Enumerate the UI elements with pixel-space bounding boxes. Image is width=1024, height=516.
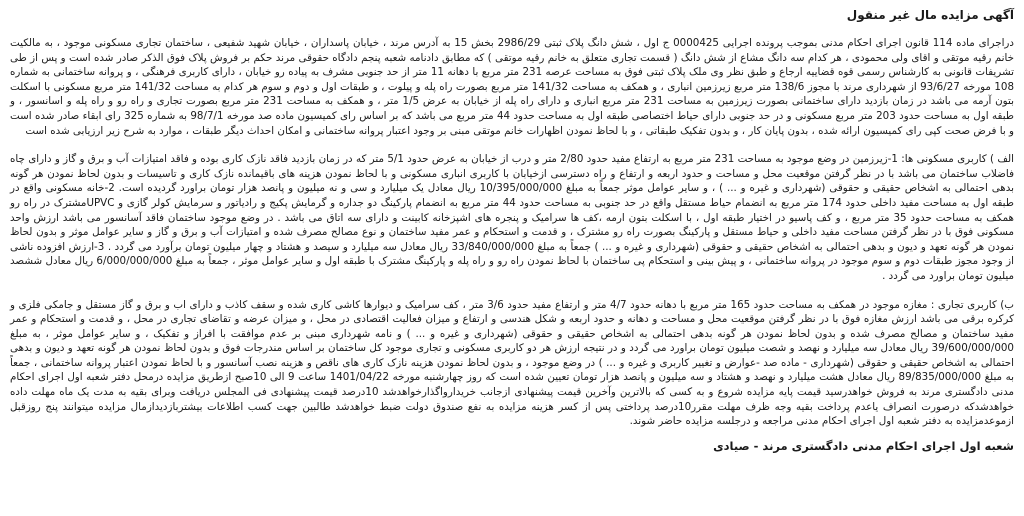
intro-paragraph: دراجرای ماده 114 قانون اجرای احکام مدنی بموجب پرونده اجرایی 0000425 ج اول ، شش دانگ پلاک ثبتی 2986/29 بخش 15 به آدرس مرند ، خیابان پاسداران ، خیابان شهید شفیعی ، ساختمان تجاری مسکونی موجود ، به مالکیت خانم رقیه موتقی و اقای ولی محمودی ، هر کدام سه دانگ مشاع از شش دانگ ( قسمت تجاری متعلق به خانم رقیه موتقی ) که مطابق دادنامه شعبه پنجم دادگاه حقوقی مرند حکم بر فروش پلاک فوق الذکر صادر شده است و پس از طی تشریفات قانونی به کارشناس رسمی قوه قضاییه ارجاع و طبق نظر وی ملک پلاک ثبتی فوق به مساحت عرصه 231 متر مربع با دهانه 11 متر از حد جنوبی مشرف به پیاده رو خیابان ، دارای کاربری فرهنگی ، و پروانه ساختمانی به شماره 108 مورخه 93/6/27 از شهرداری مرند با مجوز 138/6 متر مربع زیرزمین انباری ، و همکف به مساحت 141/32 متر مربع بصورت راه پله و پیلوت ، و طبقات اول و دوم و سوم هر کدام به مساحت 141/32 متر مربع مسکونی با اسکلت بتون آرمه می باشد در زمان بازدید دارای ساختمانی بصورت زیرزمین به مساحت 231 متر مربع انباری و دارای راه پله از خیابان به عرض 1/5 متر ، و همکف به مساحت 231 متر مربع بصورت تجاری و راه رو و راه پله و اسانسور ، و طبقه اول به مساحت حدود 203 متر مربع مسکونی و در حد جنوبی دارای حیاط اختصاصی طبقه اول به مساحت حدود 44 متر مربع می باشد که بر اساس رای کمیسیون ماده صد مورخه 98/7/1 به شماره 325 رای ابقاء صادر شده است و با فرض صحت کپی رای کمیسیون ارائه شده ، بدون پایان کار ، و بدون تفکیک طبقاتی ، و با لحاظ نمودن اظهارات خانم موتقی مبنی بر وجود اعتبار پروانه ساختمانی و امکان احداث دیگر طبقات ، موارد به شرح زیر ارزیابی شده است [10,37,1015,137]
signature: شعبه اول اجرای احکام مدنی دادگستری مرند - صیادی [713,438,1014,453]
commercial-use-paragraph: ب) کاربری تجاری : مغازه موجود در همکف به مساحت حدود 165 متر مربع با دهانه حدود 4/7 متر و ارتفاع مفید حدود 3/6 متر ، کف سرامیک و دیوارها کاشی کاری شده و سقف کاذب و دارای اب و برق و گاز مستقل و جامکی فلزی و کرکره برقی می باشد ارزش مغازه فوق با در نظر گرفتن موقعیت محل و مساحت و دهانه و حدود اربعه و شکل هندسی و ارتفاع و میزان فعالیت اقتصادی در محل ، و میزان عرضه و تقاضای تجاری در محل ، و قدمت و استحکام و عمر مفید ساختمان و مصالح مصرف شده و بدون لحاظ نمودن هر گونه بدهی احتمالی به اشخاص حقیقی و حقوقی (شهرداری و غیره و ... ) و نامه شهرداری مبنی بر عدم موافقت با افراز و تفکیک ، و سایر عوامل موثر ، به مبلغ 39/600/000/000 ریال معادل سه میلیارد و نهصد و شصت میلیون تومان براورد می گردد و در نتیجه ارزش هر دو کاربری مسکونی و تجاری موجود کل ساختمان بر اساس مندرجات فوق و بدون لحاظ نمودن هر گونه تعهد و دیون و بدهی احتمالی به اشخاص حقیقی و حقوقی (شهرداری - ماده صد -عوارض و تغییر کاربری و غیره و ... ) در وضع موجود ، و بدون لحاظ نمودن هزینه نازک کاری های ناقص و هزینه نصب آسانسور و با لحاظ نمودن اعتبار پروانه ساختمانی ، جمعاً به مبلغ 89/835/000/000 ریال معادل هشت میلیارد و نهصد و هشتاد و سه میلیون و پانصد هزار تومان تعیین شده است که روز چهارشنبه مورخه 1401/04/22 ساعت 9 الی 10صبح ازطریق مزایده درمحل دفتر شعبه اول اجرای احکام مدنی دادگستری مرند به فروش خواهدرسید قیمت پایه مزایده شروع و به کسی که بالاترین وآخرین قیمت پیشنهادی ازجانب خریدارواگذارخواهدشد 10درصد قیمت پیشنهادی فی المجلس دریافت وبرای بقیه به مدت یک ماه مهلت داده خواهدشدکه درصورت انصراف یاعدم پرداخت بقیه وجه ظرف مهلت مقرر10درصد پرداختی پس از کسر هزینه مزایده به نفع صندوق دولت ضبط خواهدشد طالبین جهت کسب اطلاعات بیشتربازدیدازمال مزایده میتوانند پنج روزقبل ازموعدمزایده به دفتر شعبه اول اجرای احکام مدنی مراجعه و درجلسه مزایده حاضر شوند. [10,298,1014,428]
notice-title: آگهی مزایده مال غیر منقول [846,8,1014,22]
residential-use-paragraph: الف ) کاربری مسکونی ها: 1-زیرزمین در وضع موجود به مساحت 231 متر مربع به ارتفاع مفید حدود 2/80 متر و درب از خیابان به عرض حدود 5/1 متر که در زمان بازدید فاقد نازک کاری بوده و فاقد امتیازات آب و برق و گاز و دارای چاه فاضلاب ساختمان می باشد با در نظر گرفتن موقعیت محل و مساحت و حدود اربعه و ارتفاع و راه دسترسی ازخیابان با کاربری انباری مسکونی و با لحاظ نمودن هزینه های باقیمانده نازک کاری و تاسیسات و بدون لحاظ نمودن هر گونه بدهی احتمالی به اشخاص حقیقی و حقوقی (شهرداری و غیره و ... ) ، و سایر عوامل موثر جمعاً به مبلغ 10/395/000/000 ریال معادل یک میلیارد و سی و نه میلیون و پانصد هزار تومان براورد گردیده است. 2-خانه مسکونی واقع در طبقه اول به مساحت مفید داخلی حدود 174 متر مربع به انضمام حیاط مستقل واقع در حد جنوبی به مساحت حدود 44 متر مربع به انضمام پارکینگ دو جداره و گرمایش پکیج و رادیاتور و سرمایش کولر گازی و UPVCمشترک در راه رو همکف به مساحت حدود 35 متر مربع ، و کف پاسیو در اختیار طبقه اول ، با اسکلت بتون ارمه ،کف ها سرامیک و پنجره های اشپزخانه کابینت و دارای سه اتاق می باشد . در وضع موجود ساختمان فاقد آسانسور می باشد ارزش واحد مسکونی فوق با در نظر گرفتن مساحت مفید داخلی و حیاط مستقل و پارکینگ بصورت راه رو مشترک ، و قدمت و استحکام و عمر مفید ساختمان و نوع مصالح مصرف شده و امتیازات آب و برق و گاز و سایر عوامل موثر و بدون لحاظ نمودن هر گونه تعهد و دیون و بدهی احتمالی به اشخاص حقیقی و حقوقی (شهرداری و غیره و ... ) جمعاً به مبلغ 33/840/000/000 ریال معادل سه میلیارد و سیصد و هشتاد و چهار میلیون تومان برآورد می گردد . 3-ارزش افزوده ناشی از وجود مجوز طبقات دوم و سوم موجود در پروانه ساختمانی ، و پیش بینی و استحکام پی ساختمان با لحاظ نمودن راه رو و راه پله و پارکینگ مشترک با طبقه اول و سایر عوامل موثر ، جمعاً به مبلغ 6/000/000/000 ریال معادل ششصد میلیون تومان براورد می گردد . [10,153,1015,282]
